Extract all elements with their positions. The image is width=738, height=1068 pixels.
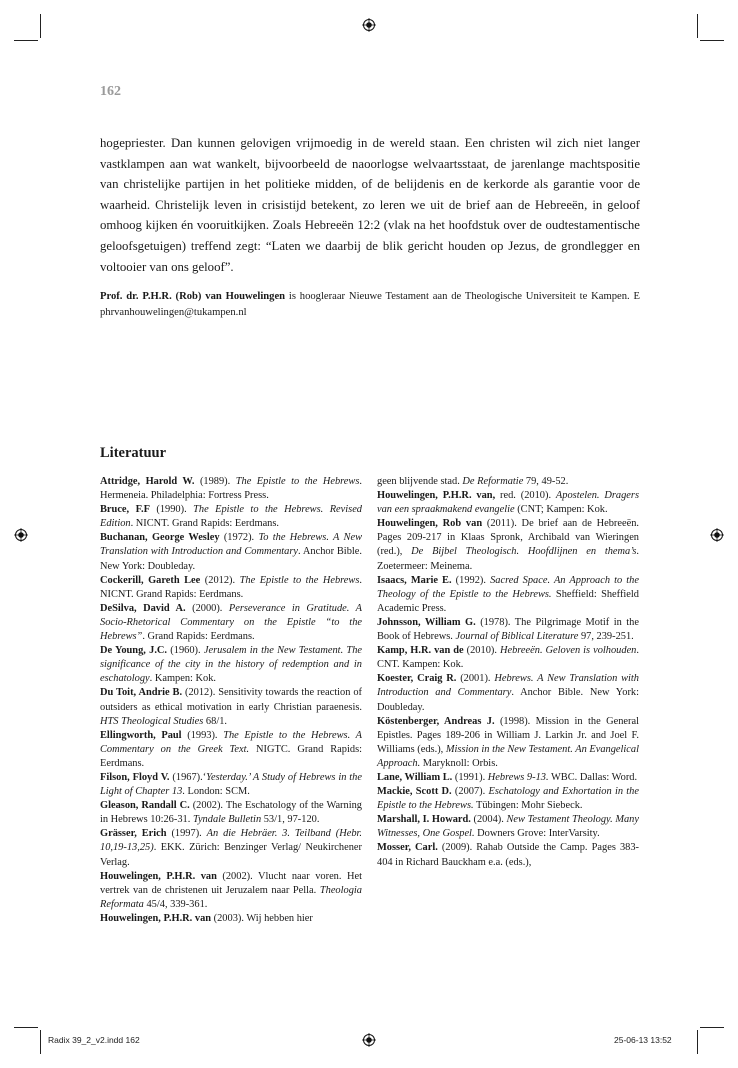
entry-text: red. (2010). bbox=[495, 490, 556, 502]
entry-author: Kamp, H.R. van de bbox=[377, 645, 464, 657]
slug-file-info: Radix 39_2_v2.indd 162 bbox=[48, 1035, 140, 1045]
entry-title: Hebreeën. Geloven is volhouden bbox=[499, 645, 637, 657]
entry-title: The Epistle to the Hebrews. A Commentary on the Greek Text. bbox=[100, 729, 362, 755]
entry-text: Maryknoll: Orbis. bbox=[420, 757, 498, 769]
slug-date-info: 25-06-13 13:52 bbox=[614, 1035, 672, 1045]
entry-author: Ellingworth, Paul bbox=[100, 729, 182, 741]
bibliography-entry bbox=[100, 799, 362, 827]
entry-text: (2007). bbox=[451, 786, 489, 798]
entry-text: (2001). bbox=[456, 673, 495, 685]
entry-text: (2010). bbox=[463, 645, 500, 657]
entry-text: (1993). bbox=[181, 729, 224, 741]
crop-mark bbox=[700, 40, 724, 41]
entry-author: Houwelingen, Rob van bbox=[377, 518, 483, 530]
entry-author: Cockerill, Gareth Lee bbox=[100, 574, 201, 586]
entry-text: (CNT; Kampen: Kok. bbox=[514, 504, 608, 516]
author-bio bbox=[100, 289, 640, 320]
entry-author: Isaacs, Marie E. bbox=[377, 574, 452, 586]
bibliography-entry bbox=[377, 813, 639, 841]
entry-author: Bruce, F.F bbox=[100, 504, 150, 516]
entry-text: Sheffield: Sheffield Academic Press. bbox=[377, 588, 639, 614]
entry-title: Tyndale Bulletin bbox=[192, 814, 262, 826]
entry-text: Downers Grove: InterVarsity. bbox=[474, 828, 600, 840]
entry-text: (1997). bbox=[166, 828, 207, 840]
entry-author: Du Toit, Andrie B. bbox=[100, 687, 183, 699]
entry-text: . EKK. Zürich: Benzinger Verlag/ Neukirchener Verlag. bbox=[100, 842, 362, 868]
entry-author: Lane, William L. bbox=[377, 771, 453, 783]
entry-text: . Anchor Bible. New York: Doubleday. bbox=[377, 687, 639, 713]
entry-title: Jerusalem in the New Testament. The significance of the city in the history of redemption and in eschatology bbox=[100, 645, 363, 685]
bibliography-entry bbox=[100, 644, 362, 686]
page-number: 162 bbox=[100, 84, 121, 99]
entry-author: Buchanan, George Wesley bbox=[100, 532, 220, 544]
entry-text: (2009). Rahab Outside the Camp. Pages 383-404 in Richard Bauckham e.a. (eds.), bbox=[377, 842, 639, 868]
bibliography-entry bbox=[377, 616, 639, 644]
bibliography-entry bbox=[377, 785, 639, 813]
entry-title: The Epistle to the Hebrews. Revised Edition bbox=[100, 504, 362, 530]
bibliography-entry bbox=[100, 870, 362, 912]
bibliography-entry bbox=[100, 771, 362, 799]
entry-author: Houwelingen, P.H.R. van bbox=[100, 912, 212, 924]
entry-author: Marshall, I. Howard. bbox=[377, 814, 471, 826]
bibliography-column-right bbox=[377, 475, 639, 870]
entry-text: (2012). Sensitivity towards the reaction of outsiders as ethical motivation in early Christian paraenesis. bbox=[100, 687, 362, 713]
registration-mark-icon bbox=[710, 528, 724, 542]
entry-text: . NICNT. Grand Rapids: Eerdmans. bbox=[100, 574, 363, 600]
crop-mark bbox=[697, 14, 698, 38]
entry-title: De Reformatie bbox=[462, 476, 524, 487]
entry-text: WBC. Dallas: Word. bbox=[548, 771, 638, 783]
bibliography-entry bbox=[100, 574, 362, 602]
entry-text: . Kampen: Kok. bbox=[149, 673, 217, 685]
crop-mark bbox=[40, 14, 41, 38]
entry-text: . NICNT. Grand Rapids: Eerdmans. bbox=[130, 518, 280, 530]
entry-text: 45/4, 339-361. bbox=[143, 898, 208, 910]
entry-title: Hebrews. A New Translation with Introduction and Commentary bbox=[377, 673, 640, 699]
bibliography-entry bbox=[377, 841, 639, 869]
entry-text: (1960). bbox=[167, 645, 204, 657]
author-name: Prof. dr. P.H.R. (Rob) van Houwelingen bbox=[100, 291, 286, 302]
entry-text: 97, 239-251. bbox=[578, 631, 634, 643]
entry-title: Hebrews 9-13. bbox=[487, 771, 549, 783]
entry-author: Houwelingen, P.H.R. van, bbox=[377, 490, 496, 502]
entry-text: (2002). Vlucht naar voren. Het vertrek van de christenen uit Jeruzalem naar Pella. bbox=[100, 870, 362, 896]
crop-mark bbox=[40, 1030, 41, 1054]
bibliography-entry bbox=[377, 644, 639, 672]
bibliography-entry bbox=[377, 715, 639, 771]
entry-text: Tübingen: Mohr Siebeck. bbox=[473, 800, 583, 812]
entry-author: Koester, Craig R. bbox=[377, 673, 457, 685]
bibliography-entry bbox=[100, 912, 362, 926]
entry-title: Perseverance in Gratitude. A Socio-Rhetorical Commentary on the Epistle “to the Hebrews” bbox=[100, 602, 362, 643]
crop-mark bbox=[14, 40, 38, 41]
entry-title: Sacred Space. An Approach to the Theology of the Epistle to the Hebrews. bbox=[377, 574, 639, 600]
bibliography-entry bbox=[100, 729, 362, 771]
entry-text: (1967).‘ bbox=[169, 771, 207, 783]
entry-text: . CNT. Kampen: Kok. bbox=[377, 645, 639, 671]
crop-mark bbox=[14, 1027, 38, 1028]
entry-text: (2004). bbox=[470, 814, 507, 826]
registration-mark-icon bbox=[362, 1033, 376, 1047]
entry-text: (1991). bbox=[452, 771, 488, 783]
bibliography-entry bbox=[377, 489, 639, 517]
entry-author: DeSilva, David A. bbox=[100, 602, 186, 614]
entry-text: (1992). bbox=[451, 574, 491, 586]
bibliography-entry bbox=[377, 672, 639, 714]
entry-text: (1998). Mission in the General Epistles. Pages 189-206 in William J. Larkin Jr. and Joel F. Williams (eds.), bbox=[377, 715, 639, 755]
entry-text: (2012). bbox=[200, 574, 240, 586]
entry-title: Theologia Reformata bbox=[100, 884, 362, 910]
entry-author: De Young, J.C. bbox=[100, 645, 168, 657]
entry-text: . Zoetermeer: Meinema. bbox=[377, 546, 639, 572]
entry-text: geen blijvende stad. bbox=[377, 476, 463, 487]
paragraph-text: hogepriester. Dan kunnen gelovigen vrijmoedig in de wereld staan. Een christen wil zich niet langer vastklampen aan wat wankelt, bijvoorbeeld de naoorlogse welvaartsstaat, de jarenlange machtspositie van christelijke partijen in het politieke midden, of de belijdenis en de kerkorde als garantie voor de waarheid. Christelijk leven in crisistijd betekent, zo leren we uit de brief aan de Hebreeën, in geloof omhoog kijken én vooruitkijken. Zoals Hebreeën 12:2 (vlak na het hoofdstuk over de oudtestamentische geloofsgetuigen) treffend zegt: “Laten we daarbij de blik gericht houden op Jezus, de grondlegger en voltooier van ons geloof”. bbox=[100, 136, 640, 274]
entry-text: (1989). bbox=[194, 476, 236, 487]
entry-text: . Anchor Bible. New York: Doubleday. bbox=[100, 546, 362, 572]
bibliography-entry bbox=[100, 503, 362, 531]
entry-title: De Bijbel Theologisch. Hoofdlijnen en thema’s bbox=[411, 546, 637, 558]
entry-text: 79, 49-52. bbox=[523, 476, 569, 487]
entry-text: (1990). bbox=[149, 504, 194, 516]
entry-author: Mackie, Scott D. bbox=[377, 786, 452, 798]
bibliography-entry bbox=[100, 686, 362, 728]
crop-mark bbox=[700, 1027, 724, 1028]
bibliography-entry bbox=[377, 574, 639, 616]
entry-author: Grässer, Erich bbox=[100, 828, 167, 840]
bibliography-column-left bbox=[100, 475, 362, 926]
entry-text: (1978). The Pilgrimage Motif in the Book of Hebrews. bbox=[377, 616, 639, 643]
entry-title: Eschatology and Exhortation in the Epistle to the Hebrews. bbox=[377, 786, 639, 812]
author-description: is hoogleraar Nieuwe Testament aan de Theologische Universiteit te Kampen. E phrvanhouwelingen@tukampen.nl bbox=[100, 291, 640, 318]
registration-mark-icon bbox=[362, 18, 376, 32]
crop-mark bbox=[697, 1030, 698, 1054]
literature-heading: Literatuur bbox=[100, 445, 167, 461]
entry-text: (2000). bbox=[185, 602, 229, 614]
bibliography-entry bbox=[377, 475, 639, 489]
body-paragraph bbox=[100, 133, 640, 277]
entry-author: Johnsson, William G. bbox=[377, 616, 476, 628]
entry-title: Apostelen. Dragers van een spraakmakend evangelie bbox=[377, 490, 639, 516]
registration-mark-icon bbox=[14, 528, 28, 542]
entry-author: Filson, Floyd V. bbox=[100, 771, 170, 783]
entry-author: Köstenberger, Andreas J. bbox=[377, 715, 495, 727]
entry-title: HTS Theological Studies bbox=[100, 715, 204, 727]
entry-title: Yesterday.’ A Study of Hebrews in the Light of Chapter 13 bbox=[100, 771, 362, 798]
bibliography-entry bbox=[100, 602, 362, 644]
entry-text: (1972). bbox=[219, 532, 259, 544]
entry-text: . London: SCM. bbox=[182, 786, 250, 798]
entry-text: NIGTC. Grand Rapids: Eerdmans. bbox=[100, 743, 362, 769]
entry-author: Houwelingen, P.H.R. van bbox=[100, 870, 217, 882]
entry-text: (2002). The Eschatology of the Warning in Hebrews 10:26-31. bbox=[100, 800, 362, 826]
entry-text: (2011). De brief aan de Hebreeën. Pages 209-217 in Klaas Spronk, Archibald van Wieringen (red.), bbox=[377, 518, 639, 558]
bibliography-entry bbox=[377, 517, 639, 573]
entry-text: . Hermeneia. Philadelphia: Fortress Press. bbox=[100, 476, 362, 502]
entry-title: Mission in the New Testament. An Evangelical Approach. bbox=[377, 743, 639, 769]
entry-text: 68/1. bbox=[203, 715, 227, 727]
entry-title: The Epistle to the Hebrews bbox=[239, 574, 360, 586]
entry-author: Attridge, Harold W. bbox=[100, 476, 195, 487]
entry-author: Gleason, Randall C. bbox=[100, 800, 190, 812]
bibliography-entry bbox=[100, 475, 362, 503]
entry-title: An die Hebräer. 3. Teilband (Hebr. 10,19-13,25) bbox=[100, 828, 363, 854]
entry-title: New Testament Theology. Many Witnesses, One Gospel. bbox=[377, 814, 639, 840]
bibliography-entry bbox=[100, 827, 362, 869]
entry-author: Mosser, Carl. bbox=[377, 842, 438, 854]
entry-title: To the Hebrews. A New Translation with Introduction and Commentary bbox=[100, 532, 362, 558]
entry-text: . Grand Rapids: Eerdmans. bbox=[142, 631, 255, 643]
entry-text: 53/1, 97-120. bbox=[261, 814, 320, 826]
bibliography-entry bbox=[100, 531, 362, 573]
entry-title: Journal of Biblical Literature bbox=[455, 631, 579, 643]
entry-text: (2003). Wij hebben hier bbox=[211, 912, 313, 924]
bibliography-entry bbox=[377, 771, 639, 785]
entry-title: The Epistle to the Hebrews bbox=[235, 476, 360, 487]
